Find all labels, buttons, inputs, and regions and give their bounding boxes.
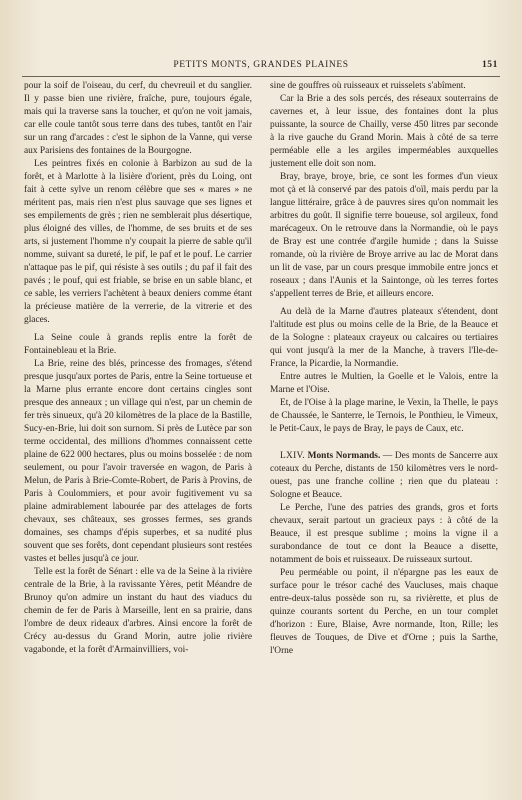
running-title: PETITS MONTS, GRANDES PLAINES (173, 60, 349, 70)
header-rule (22, 76, 500, 77)
paragraph: Et, de l'Oise à la plage marine, le Vexin, la Thelle, le pays de Chaussée, le Santerre, le Ternois, le Ponthieu, le Vimeux, le Petit-Caux, le pays de Bray, le pays de Caux, etc. (270, 398, 498, 434)
left-column (24, 80, 252, 657)
section-paragraph: LXIV. Monts Normands. — Des monts de Sancerre aux coteaux du Perche, distants de 150 kilomètres vers le nord-ouest, pas une franche colline ; rien que du plateau : Sologne et Beauce. (270, 451, 499, 500)
paragraph: La Brie, reine des blés, princesse des fromages, s'étend presque jusqu'aux portes de Paris, entre la Seine tortueuse et la Marne plus errante encore dont certains cingles sont presque des anneaux ; un village qui n'est, par un chemin de fer très sinueux, qu'à 20 kilomètres de la place de la Bastille, Sucy-en-Brie, lui doit son surnom. Si près de Lutèce par son terme occidental, des millions d'hommes connaissent cette plaine de 622 000 hectares, plus ou moins bosselée : de nom seulement, ou pour l'avoir traversée en wagon, de Paris à Melun, de Paris à Brie-Comte-Robert, de Paris à Provins, de Paris à Coulommiers, et pour avoir fugitivement vu sa plaine admirablement labourée par des attelages de forts chevaux, ses châteaux, ses grosses fermes, ses grands domaines, ses champs d'épis superbes, et sa nudité plus souvent que ses forêts, dont cependant plusieurs sont restées vastes et belles jusqu'à ce jour. (24, 359, 252, 564)
paragraph: Entre autres le Multien, la Goelle et le Valois, entre la Marne et l'Oise. (270, 372, 498, 395)
running-head (0, 60, 522, 74)
paragraph: pour la soif de l'oiseau, du cerf, du chevreuil et du sanglier. Il y passe bien une rivière, fraîche, pure, toujours égale, mais qui la traverse sans la toucher, et qu'on ne voit jamais, car elle coule tantôt sous terre dans des tubes, tantôt en l'air sur un rang d'arcades : c'est le siphon de la Vanne, qui verse aux Parisiens des fontaines de la Bourgogne. (24, 81, 252, 156)
section-title: Monts Normands. (307, 451, 381, 461)
paragraph: Les peintres fixés en colonie à Barbizon au sud de la forêt, et à Marlotte à la lisière d'orient, près du Loing, ont fait à cette sylve un renom célèbre que ses « mares » ne méritent pas, mais rien n'est plus sauvage que ses lignes et ses empilements de grès ; rien ne semblerait plus désertique, plus éloigné des villes, de l'homme, de ses bruits et de ses arts, si justement l'homme n'y coupait la pierre de sable qu'il nomme, suivant sa dureté, le pif, le paf et le pouf. Le carrier n'attaque pas le pif, qui résiste à ses outils ; du paf il fait des pavés ; le pouf, qui est friable, se brise en un sable blanc, et ce sable, les verriers l'achètent à beaux deniers comme étant la précieuse matière de la verrerie, de la vitrerie et des glaces. (24, 159, 252, 325)
right-column (270, 80, 498, 658)
paragraph: Le Perche, l'une des patries des grands, gros et forts chevaux, serait partout un gracieux pays : à côté de la Beauce, il est presque sublime ; moins la vigne il a surabondance de tout ce dont la Beauce a disette, notamment de bois et ruisseaux. De ruisseaux surtout. (270, 503, 498, 565)
paragraph: La Seine coule à grands replis entre la forêt de Fontainebleau et la Brie. (24, 333, 252, 356)
text-columns (24, 80, 498, 790)
paragraph: Au delà de la Marne d'autres plateaux s'étendent, dont l'altitude est plus ou moins celle de la Brie, de la Beauce et de la Sologne : plateaux crayeux ou calcaires ou tertiaires qui vont jusqu'à la mer de la Manche, à travers l'Ile-de-France, la Picardie, la Normandie. (270, 307, 498, 369)
paragraph: Telle est la forêt de Sénart : elle va de la Seine à la rivière centrale de la Brie, à la ravissante Yères, petit Méandre de Brunoy qu'on admire un instant du haut des viaducs du chemin de fer de Paris à Marseille, lent en sa prairie, dans l'ombre de deux rideaux d'arbres. Ainsi encore la forêt de Crécy au-dessus du Grand Morin, autre jolie rivière vagabonde, et la forêt d'Armainvilliers, voi- (24, 567, 252, 655)
paragraph: Car la Brie a des sols percés, des réseaux souterrains de cavernes et, à leur issue, des fontaines dont la plus puissante, la source de Chailly, verse 450 litres par seconde à la rive gauche du Grand Morin. Mais à côté de sa terre perméable elle a les argiles imperméables auxquelles justement elle doit son nom. (270, 94, 498, 169)
paragraph: Bray, braye, broye, brie, ce sont les formes d'un vieux mot çà et là conservé par des patois d'oïl, mais perdu par la langue littéraire, grâce à de pauvres sires qu'on nommait les arbitres du goût. Il signifie terre boueuse, sol argileux, fond marécageux. On le retrouve dans la Normandie, où le pays de Bray est une contrée d'argile humide ; dans la Suisse romande, où la rivière de Broye arrive au lac de Morat dans un lit de vase, par un cours presque immobile entre joncs et roseaux ; dans l'Aunis et la Saintonge, où les terres fortes s'appellent terres de Brie, et ailleurs encore. (270, 172, 498, 299)
section-number: LXIV. (280, 451, 306, 461)
section-text: Des monts de Sancerre aux coteaux du Perche, distants de 150 kilomètres vers le nord-ouest, pas une franche colline ; rien que du plateau : Sologne et Beauce. (270, 451, 499, 500)
page-number: 151 (481, 60, 498, 70)
paragraph: sine de gouffres où ruisseaux et ruisselets s'abîment. (270, 81, 466, 91)
paragraph: Peu perméable ou point, il n'épargne pas les eaux de surface pour le trésor caché des Vaucluses, mais chaque entre-deux-talus possède son ru, sa rivièrette, et plus de quinze courants sortent du Perche, en un tour complet d'horizon : Eure, Blaise, Avre normande, Iton, Rille; les fleuves de Touques, de Dive et d'Orne ; puis la Sarthe, l'Orne (270, 568, 498, 656)
